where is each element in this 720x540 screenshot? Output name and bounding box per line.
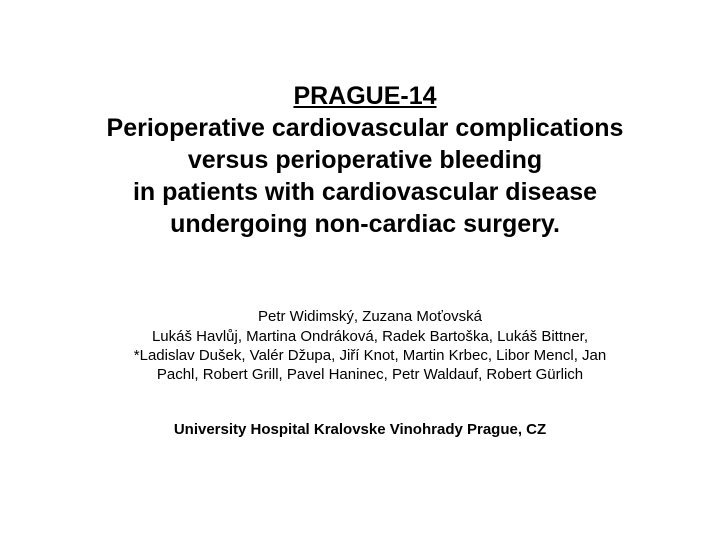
author-line: *Ladislav Dušek, Valér Džupa, Jiří Knot, Martin Krbec, Libor Mencl, Jan: [133, 347, 607, 364]
author-line: Pachl, Robert Grill, Pavel Haninec, Petr Waldauf, Robert Gürlich: [156, 366, 584, 383]
title-line: undergoing non-cardiac surgery.: [170, 210, 560, 238]
title-line: versus perioperative bleeding: [187, 146, 543, 174]
study-name-heading: PRAGUE-14: [293, 82, 437, 110]
author-line: Lukáš Havlůj, Martina Ondráková, Radek Bartoška, Lukáš Bittner,: [151, 328, 589, 345]
title-line: Perioperative cardiovascular complications: [106, 114, 624, 142]
title-line: in patients with cardiovascular disease: [132, 178, 598, 206]
affiliation: University Hospital Kralovske Vinohrady Prague, CZ: [173, 421, 547, 438]
title-block: [40, 80, 690, 240]
author-line: Petr Widimský, Zuzana Moťovská: [257, 308, 483, 325]
author-list: [20, 307, 720, 384]
